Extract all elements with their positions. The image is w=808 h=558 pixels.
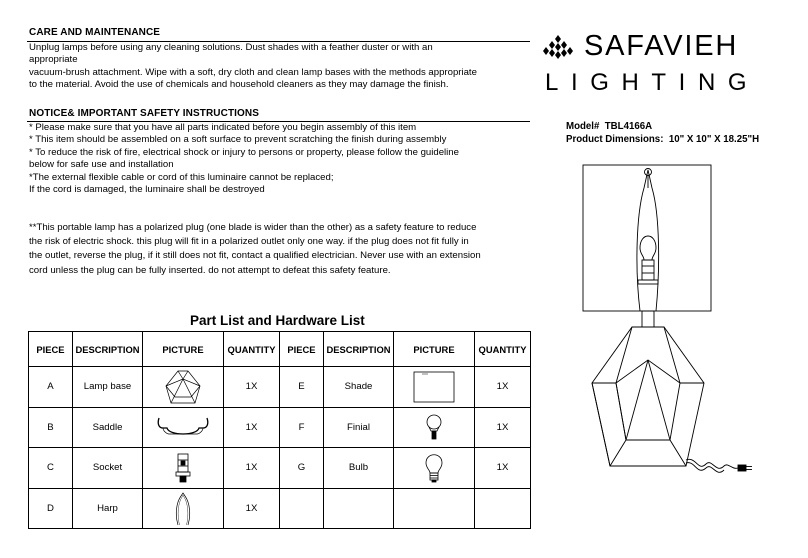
picture-cell	[143, 407, 224, 448]
polarized-line: the risk of electric shock. this plug will fit in a polarized outlet only one way. if the plug does not fit fully in	[29, 236, 469, 248]
safety-line: * This item should be assembled on a soft surface to prevent scratching the finish during assembly	[29, 134, 447, 146]
picture-cell	[143, 448, 224, 489]
finial-icon	[424, 412, 444, 442]
lamp-base-icon	[163, 369, 203, 405]
header-quantity: QUANTITY	[224, 332, 280, 367]
picture-cell	[394, 448, 475, 489]
picture-cell	[394, 367, 475, 408]
quantity-cell: 1X	[224, 448, 280, 489]
safety-line: If the cord is damaged, the luminaire shall be destroyed	[29, 184, 265, 196]
header-piece: PIECE	[29, 332, 73, 367]
dims-value: 10" X 10" X 18.25"H	[668, 133, 760, 145]
diamond-pattern-icon	[540, 35, 576, 59]
header-description: DESCRIPTION	[73, 332, 143, 367]
care-text	[29, 42, 529, 92]
description-cell: Lamp base	[73, 367, 143, 408]
piece-cell: G	[280, 448, 324, 489]
table-row	[29, 407, 531, 448]
safety-heading: NOTICE& IMPORTANT SAFETY INSTRUCTIONS	[29, 108, 259, 119]
brand-name: SAFAVIEH	[584, 30, 739, 62]
quantity-cell: 1X	[224, 367, 280, 408]
care-line: to the material. Avoid the use of chemicals and household cleaners as they may damage the finish.	[29, 79, 449, 91]
part-list-table	[28, 331, 531, 529]
lamp-illustration	[580, 160, 770, 500]
description-cell: Harp	[73, 488, 143, 529]
model-label: Model#	[566, 121, 600, 132]
piece-cell	[280, 488, 324, 529]
dims-label: Product Dimensions:	[566, 133, 664, 145]
description-cell: Socket	[73, 448, 143, 489]
quantity-cell: 1X	[224, 488, 280, 529]
product-info	[566, 121, 759, 146]
socket-icon	[173, 452, 193, 484]
quantity-cell: 1X	[224, 407, 280, 448]
care-line: Unplug lamps before using any cleaning solutions. Dust shades with a feather duster or with an	[29, 42, 433, 53]
harp-icon	[173, 491, 193, 527]
part-list-title: Part List and Hardware List	[190, 313, 365, 328]
safety-line: *The external flexible cable or cord of this luminaire cannot be replaced;	[29, 171, 334, 183]
table-row	[29, 367, 531, 408]
brand-subline: LIGHTING	[545, 69, 760, 96]
table-header-row	[29, 332, 531, 367]
safety-line: * To reduce the risk of fire, electrical shock or injury to persons or property, please follow the guideline	[29, 146, 459, 158]
table-row	[29, 448, 531, 489]
quantity-cell: 1X	[475, 367, 531, 408]
quantity-cell: 1X	[475, 448, 531, 489]
description-cell	[324, 488, 394, 529]
safety-text	[29, 122, 529, 196]
quantity-cell	[475, 488, 531, 529]
piece-cell: A	[29, 367, 73, 408]
polarized-line: cord unless the plug can be fully inserted. do not attempt to defeat this safety feature.	[29, 264, 391, 276]
care-heading: CARE AND MAINTENANCE	[29, 27, 161, 38]
polarized-line: **This portable lamp has a polarized plug (one blade is wider than the other) as a safety feature to reduce	[29, 222, 477, 233]
safety-line: * Please make sure that you have all parts indicated before you begin assembly of this item	[29, 122, 417, 133]
bulb-icon	[423, 452, 445, 484]
header-description: DESCRIPTION	[324, 332, 394, 367]
table-row	[29, 488, 531, 529]
piece-cell: D	[29, 488, 73, 529]
piece-cell: F	[280, 407, 324, 448]
picture-cell	[394, 488, 475, 529]
picture-cell	[394, 407, 475, 448]
header-piece: PIECE	[280, 332, 324, 367]
picture-cell	[143, 488, 224, 529]
description-cell: Saddle	[73, 407, 143, 448]
quantity-cell: 1X	[475, 407, 531, 448]
care-line: vacuum-brush attachment. Wipe with a soft, dry cloth and clean lamp bases with the methods appropriate	[29, 66, 477, 78]
header-picture: PICTURE	[394, 332, 475, 367]
header-picture: PICTURE	[143, 332, 224, 367]
description-cell: Shade	[324, 367, 394, 408]
polarized-text	[29, 221, 529, 278]
picture-cell	[143, 367, 224, 408]
polarized-line: the outlet, reverse the plug, if it still does not fit, contact a qualified electrician. Never use with an extension	[29, 250, 481, 262]
safety-line: below for safe use and installation	[29, 159, 174, 171]
description-cell: Bulb	[324, 448, 394, 489]
care-line: appropriate	[29, 54, 78, 66]
header-quantity: QUANTITY	[475, 332, 531, 367]
description-cell: Finial	[324, 407, 394, 448]
piece-cell: E	[280, 367, 324, 408]
brand-logo	[540, 30, 780, 100]
saddle-icon	[155, 414, 211, 440]
model-value: TBL4166A	[604, 121, 653, 132]
shade-icon	[412, 370, 456, 404]
piece-cell: C	[29, 448, 73, 489]
piece-cell: B	[29, 407, 73, 448]
